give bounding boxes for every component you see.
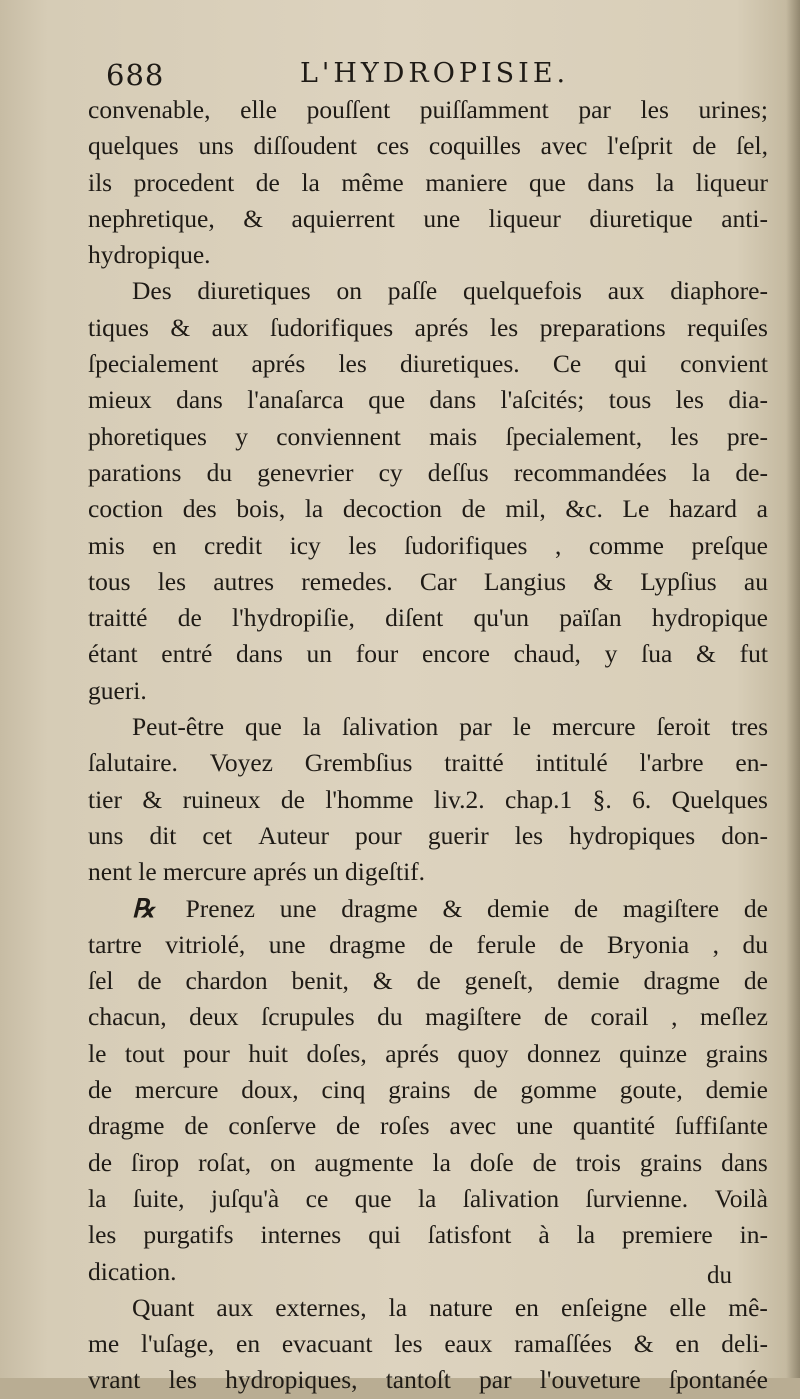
text-line: dication. — [88, 1256, 177, 1286]
recipe-symbol: ℞ — [132, 893, 155, 923]
running-title: L'HYDROPISIE. — [300, 58, 570, 89]
text-line: uns dit cet Auteur pour guerir les hydropiques don- — [88, 820, 768, 850]
text-line: ſpecialement aprés les diuretiques. Ce qui convient — [88, 349, 768, 379]
text-line: le tout pour huit doſes, aprés quoy donnez quinze grains — [88, 1038, 768, 1068]
text-line: ils procedent de la même maniere que dans la liqueur — [88, 167, 768, 197]
text-line: coction des bois, la decoction de mil, &c. Le hazard a — [88, 494, 768, 524]
text-line: mieux dans l'anaſarca que dans l'aſcités; tous les dia- — [88, 385, 768, 415]
text-line: ℞ Prenez une dragme & demie de magiſtere de — [88, 891, 768, 927]
text-line: les purgatifs internes qui ſatisfont à la premiere in- — [88, 1220, 768, 1250]
text-line: ſalutaire. Voyez Grembſius traitté intitulé l'arbre en- — [88, 748, 768, 778]
text-line: convenable, elle pouſſent puiſſamment par les urines; — [88, 95, 768, 124]
text-line: nephretique, & aquierrent une liqueur diuretique anti- — [88, 203, 768, 233]
text-line: gueri. — [88, 675, 147, 705]
catchword: du — [707, 1262, 732, 1289]
text-line: chacun, deux ſcrupules du magiſtere de corail , meſlez — [88, 1002, 768, 1032]
text-line: Des diuretiques on paſſe quelquefois aux diaphore- — [132, 276, 768, 306]
text-line: parations du genevrier cy deſſus recommandées la de- — [88, 457, 768, 487]
text-line: hydropique. — [88, 240, 211, 270]
text-line: la ſuite, juſqu'à ce que la ſalivation ſurvienne. Voilà — [88, 1183, 768, 1213]
text-line: traitté de l'hydropiſie, diſent qu'un païſan hydropique — [88, 603, 768, 633]
text-line: nent le mercure aprés un digeſtif. — [88, 857, 426, 887]
text-line: me l'uſage, en evacuant les eaux ramaſſées & en deli- — [88, 1329, 768, 1359]
text-line: étant entré dans un four encore chaud, y ſua & fut — [88, 639, 768, 669]
text-line: tier & ruineux de l'homme liv.2. chap.1 §. 6. Quelques — [88, 784, 768, 814]
text-line: quelques uns diſſoudent ces coquilles avec l'eſprit de ſel, — [88, 131, 768, 161]
text-line: Quant aux externes, la nature en enſeigne elle mê- — [132, 1292, 768, 1322]
text-line: tiques & aux ſudorifiques aprés les preparations requiſes — [88, 312, 768, 342]
text-line: Peut-être que la ſalivation par le mercure ſeroit tres — [132, 712, 768, 742]
text-line: tartre vitriolé, une dragme de ferule de Bryonia , du — [88, 929, 768, 959]
text-line: de ſirop roſat, on augmente la doſe de trois grains dans — [88, 1147, 768, 1177]
text-line: de mercure doux, cinq grains de gomme goute, demie — [88, 1075, 768, 1105]
text-line: dragme de conſerve de roſes avec une quantité ſuffiſante — [88, 1111, 768, 1141]
text-line: ſel de chardon benit, & de geneſt, demie dragme de — [88, 966, 768, 996]
body-text — [88, 92, 768, 1399]
text-line: tous les autres remedes. Car Langius & Lypſius au — [88, 566, 768, 596]
text-line: mis en credit icy les ſudorifiques , comme preſque — [88, 530, 768, 560]
page-number: 688 — [106, 58, 165, 92]
text-line: phoretiques y conviennent mais ſpecialement, les pre- — [88, 421, 768, 451]
text-line: vrant les hydropiques, tantoſt par l'ouveture ſpontanée — [88, 1365, 768, 1395]
